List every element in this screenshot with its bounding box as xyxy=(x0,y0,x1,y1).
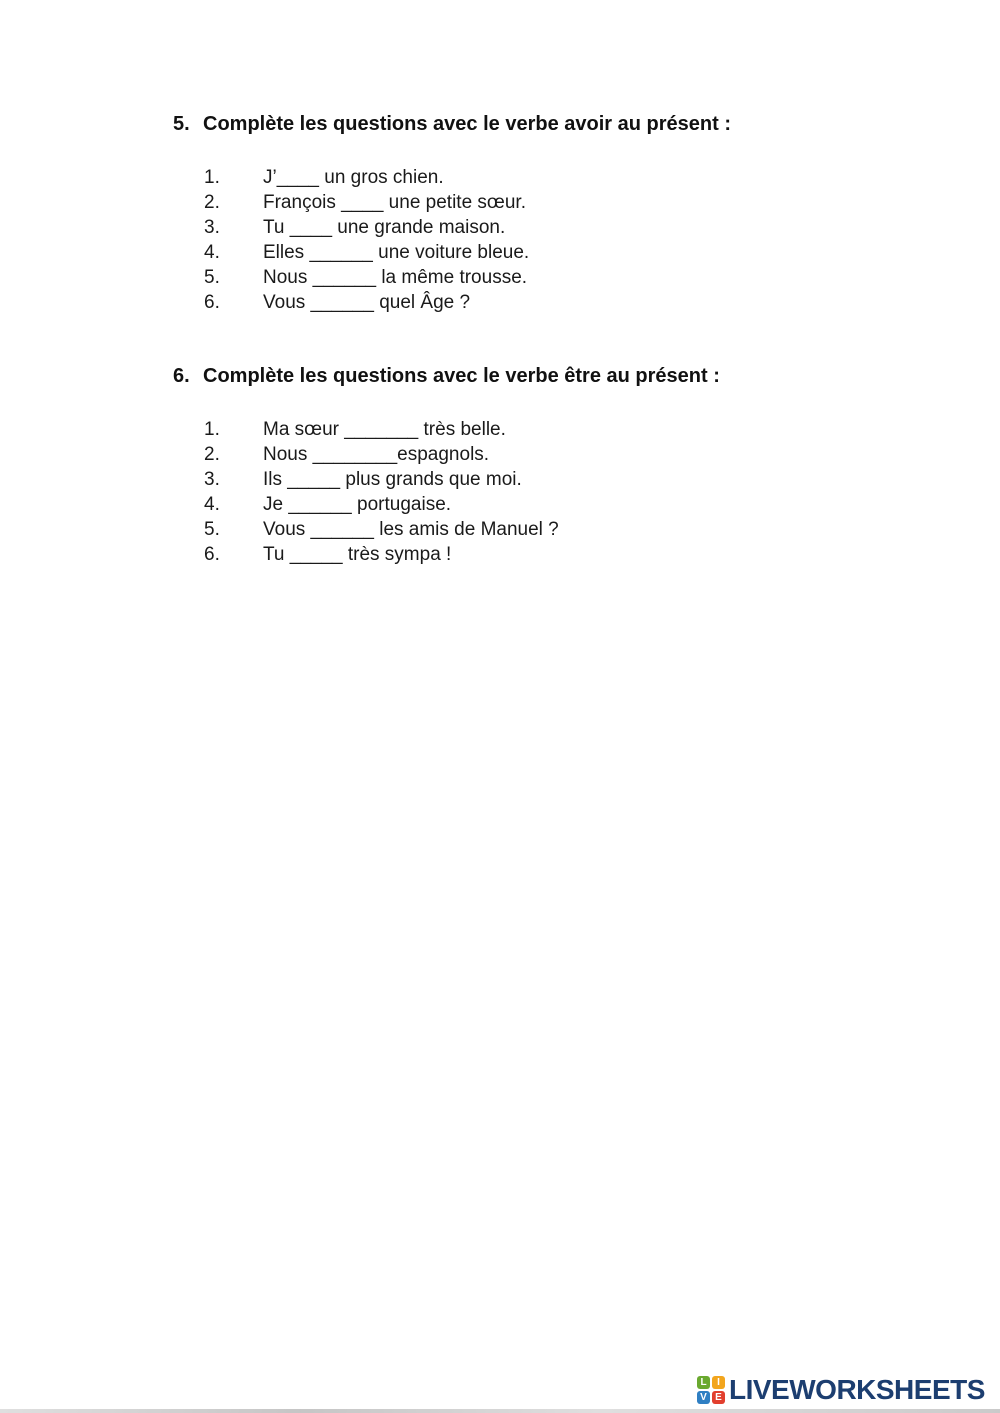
question-number: 6. xyxy=(204,544,220,565)
question-text: Vous ______ les amis de Manuel ? xyxy=(263,519,559,540)
scan-bottom-edge-line xyxy=(0,1409,1000,1413)
question-number: 2. xyxy=(204,444,220,465)
question-item xyxy=(173,542,873,567)
logo-square-v: V xyxy=(697,1391,710,1404)
exercise-5-number: 5. xyxy=(173,113,190,135)
exercise-6-title: Complète les questions avec le verbe être au présent : xyxy=(203,365,720,387)
exercise-6-number: 6. xyxy=(173,365,190,387)
exercise-5-heading xyxy=(173,111,873,138)
exercise-6-section xyxy=(173,363,873,567)
question-number: 3. xyxy=(204,217,220,238)
question-item xyxy=(173,240,873,265)
question-number: 1. xyxy=(204,419,220,440)
logo-square-i: I xyxy=(712,1376,725,1389)
question-number: 5. xyxy=(204,519,220,540)
exercise-5-question-list xyxy=(173,165,873,315)
exercise-5-title: Complète les questions avec le verbe avoir au présent : xyxy=(203,113,731,135)
question-text: Tu _____ très sympa ! xyxy=(263,544,452,565)
logo-square-e: E xyxy=(712,1391,725,1404)
exercise-6-question-list xyxy=(173,417,873,567)
question-number: 4. xyxy=(204,494,220,515)
question-item xyxy=(173,165,873,190)
question-item xyxy=(173,265,873,290)
question-text: Je ______ portugaise. xyxy=(263,494,452,515)
exercise-5-section xyxy=(173,111,873,315)
question-item xyxy=(173,215,873,240)
question-number: 4. xyxy=(204,242,220,263)
question-item xyxy=(173,190,873,215)
question-number: 3. xyxy=(204,469,220,490)
liveworksheets-grid-icon xyxy=(697,1376,725,1404)
question-item xyxy=(173,417,873,442)
question-text: Elles ______ une voiture bleue. xyxy=(263,242,530,263)
question-number: 5. xyxy=(204,267,220,288)
question-number: 6. xyxy=(204,292,220,313)
question-text: Ma sœur _______ très belle. xyxy=(263,419,506,440)
question-text: Ils _____ plus grands que moi. xyxy=(263,469,522,490)
question-item xyxy=(173,517,873,542)
question-text: Tu ____ une grande maison. xyxy=(263,217,506,238)
question-text: François ____ une petite sœur. xyxy=(263,192,526,213)
liveworksheets-logo[interactable] xyxy=(697,1375,985,1405)
question-item xyxy=(173,467,873,492)
question-item xyxy=(173,442,873,467)
question-number: 1. xyxy=(204,167,220,188)
question-item xyxy=(173,492,873,517)
question-text: Nous ________espagnols. xyxy=(263,444,490,465)
liveworksheets-wordmark: LIVEWORKSHEETS xyxy=(729,1374,985,1405)
exercise-6-heading xyxy=(173,363,873,390)
question-item xyxy=(173,290,873,315)
logo-square-l: L xyxy=(697,1376,710,1389)
question-text: Vous ______ quel Âge ? xyxy=(263,292,471,313)
question-number: 2. xyxy=(204,192,220,213)
question-text: Nous ______ la même trousse. xyxy=(263,267,528,288)
question-text: J’____ un gros chien. xyxy=(263,167,444,188)
